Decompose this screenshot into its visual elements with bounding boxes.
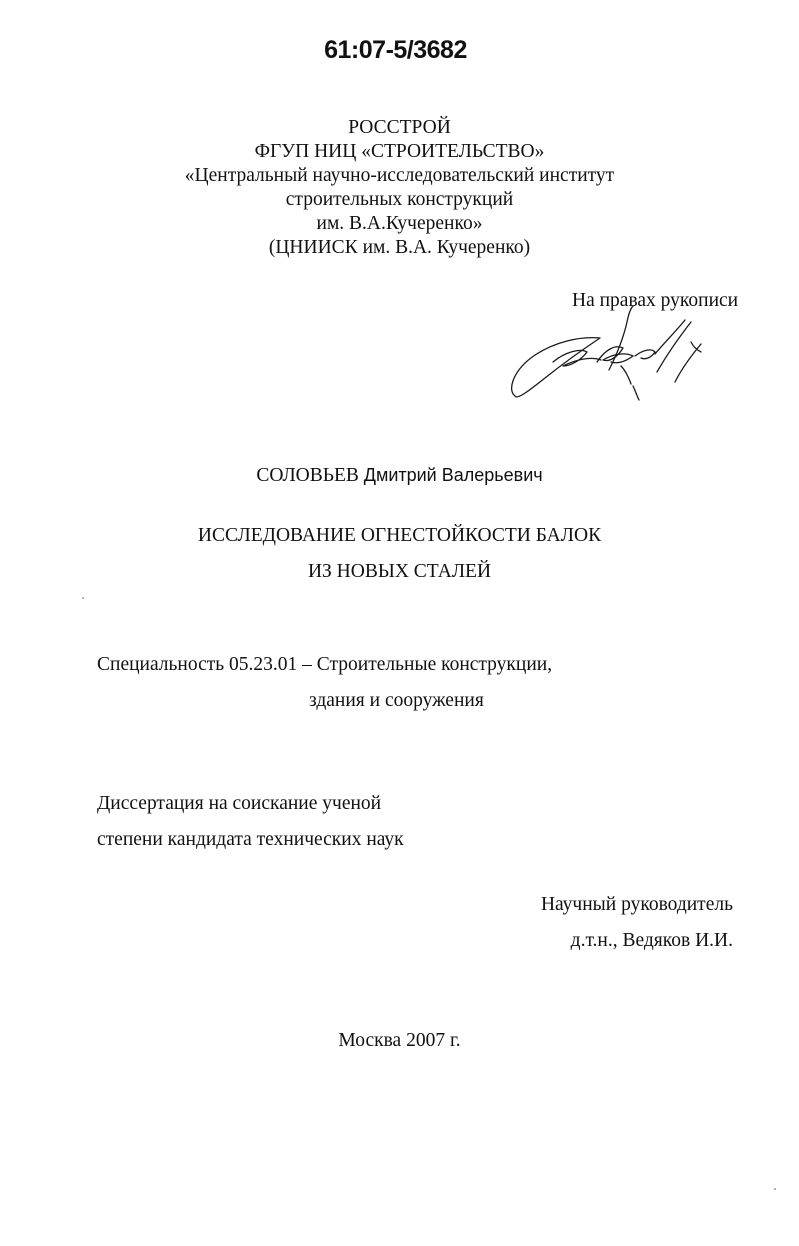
author-surname: СОЛОВЬЕВ xyxy=(256,465,359,486)
advisor-block xyxy=(541,887,733,959)
handwritten-signature xyxy=(505,300,720,410)
city-year: Москва 2007 г. xyxy=(338,1030,461,1051)
header-institute-abbrev: (ЦНИИСК им. В.А. Кучеренко) xyxy=(268,237,531,258)
header-institute-name-cont: строительных конструкций xyxy=(285,189,514,210)
scan-speck xyxy=(774,1188,776,1190)
thesis-line-1: Диссертация на соискание ученой xyxy=(97,793,382,814)
scan-speck xyxy=(82,597,84,599)
thesis-line-2: степени кандидата технических наук xyxy=(97,829,404,850)
advisor-name: д.т.н., Ведяков И.И. xyxy=(570,930,733,951)
header-institute-named-after: им. В.А.Кучеренко» xyxy=(316,213,483,234)
title-line-2: ИЗ НОВЫХ СТАЛЕЙ xyxy=(307,561,492,582)
specialty-line-2: здания и сооружения xyxy=(309,690,484,711)
header-institute-name: «Центральный научно-исследовательский институт xyxy=(184,165,615,186)
header-organization: ФГУП НИЦ «СТРОИТЕЛЬСТВО» xyxy=(254,141,545,162)
header-ministry: РОССТРОЙ xyxy=(348,117,451,138)
thesis-type-block xyxy=(97,786,404,858)
author-name xyxy=(0,465,799,487)
manuscript-rights-note: На правах рукописи xyxy=(572,290,739,311)
specialty-block xyxy=(97,647,552,719)
author-given-names: Дмитрий Валерьевич xyxy=(363,465,543,485)
specialty-line-1: Специальность 05.23.01 – Строительные конструкции, xyxy=(97,654,553,675)
dissertation-title xyxy=(0,518,799,590)
archive-stamp-number: 61:07-5/3682 xyxy=(324,36,467,64)
institution-header xyxy=(0,116,799,260)
advisor-role: Научный руководитель xyxy=(540,894,733,915)
title-line-1: ИССЛЕДОВАНИЕ ОГНЕСТОЙКОСТИ БАЛОК xyxy=(197,525,602,546)
